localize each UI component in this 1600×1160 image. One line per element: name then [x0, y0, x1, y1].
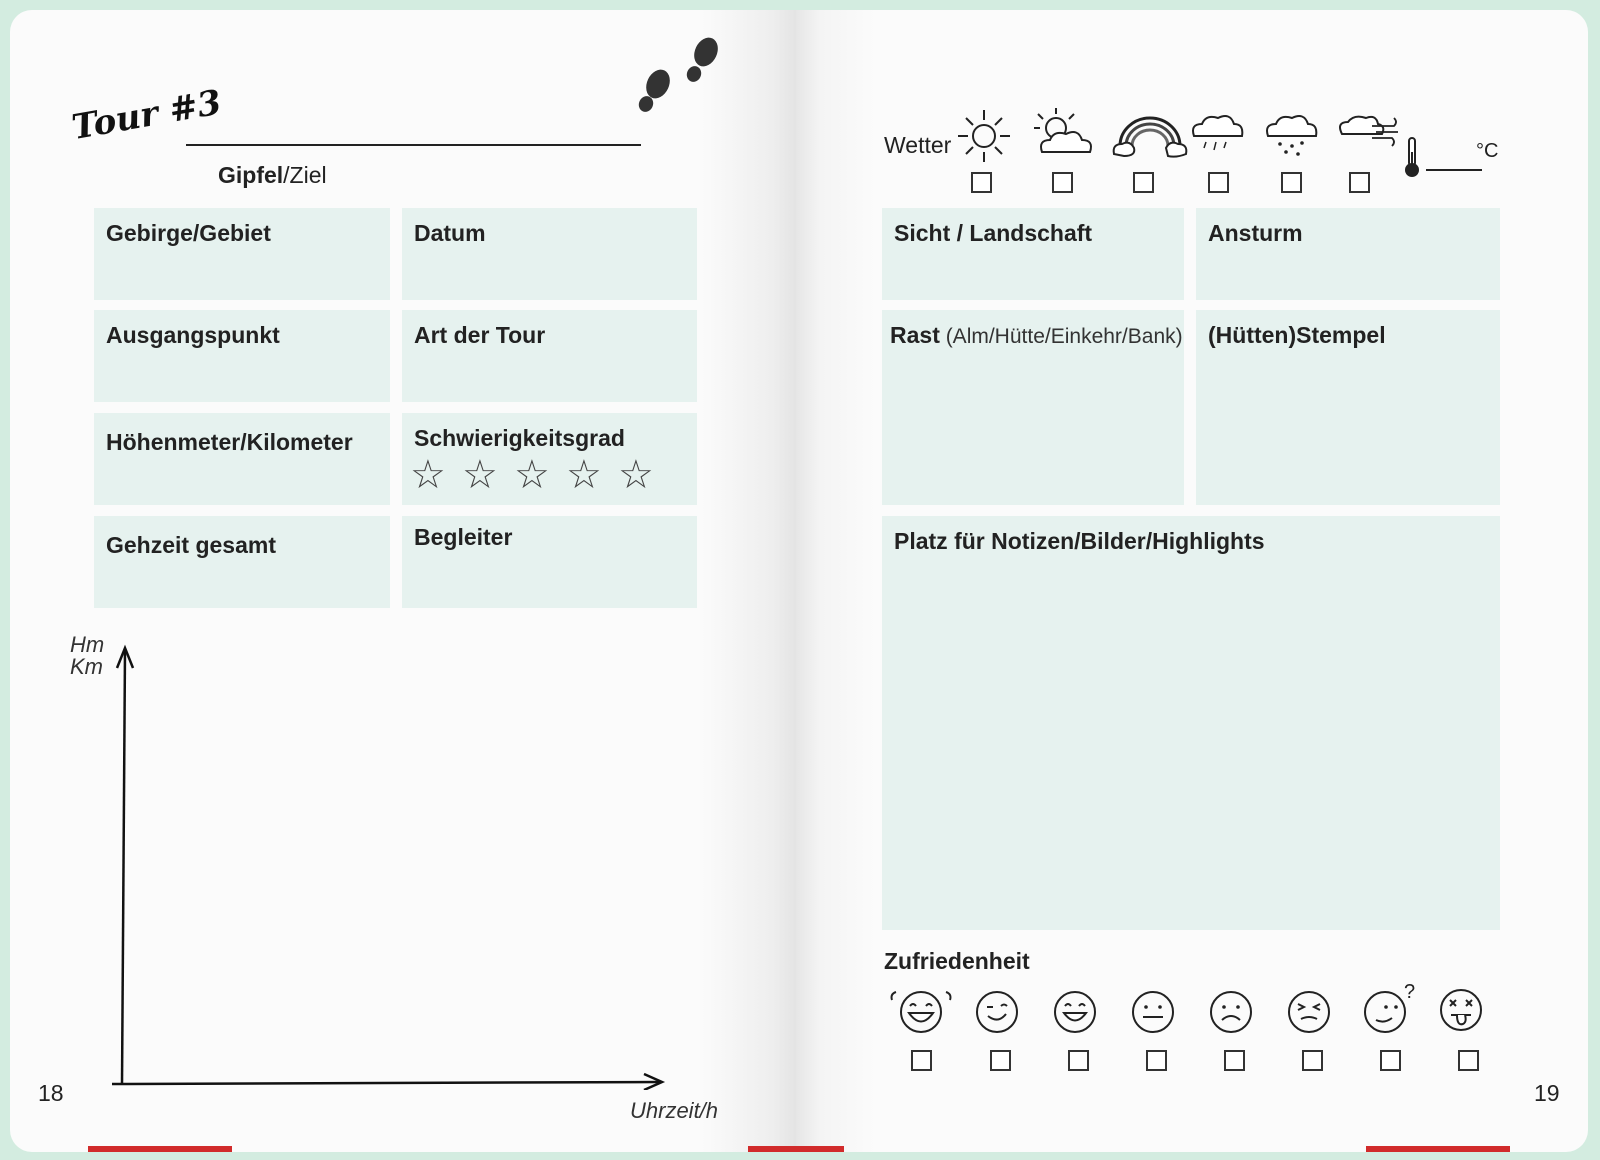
mood-checkbox-5[interactable] [1224, 1050, 1245, 1071]
svg-text:?: ? [1404, 981, 1416, 1003]
sun-icon [954, 106, 1014, 166]
field-gehzeit-label: Gehzeit gesamt [106, 532, 276, 558]
mood-checkbox-3[interactable] [1068, 1050, 1089, 1071]
field-hoehenmeter[interactable] [94, 413, 390, 505]
squinting-face-icon [1284, 986, 1334, 1036]
mood-checkbox-8[interactable] [1458, 1050, 1479, 1071]
difficulty-star-5[interactable]: ☆ [618, 453, 654, 497]
field-gebirge-label: Gebirge/Gebiet [106, 220, 271, 246]
chart-y-label-km: Km [70, 654, 103, 679]
field-datum[interactable] [402, 208, 697, 300]
gipfel-label-rest: /Ziel [283, 162, 327, 188]
center-red-bar-right [796, 1146, 844, 1152]
field-begleiter-label: Begleiter [414, 524, 513, 550]
field-gebirge[interactable] [94, 208, 390, 300]
left-red-bar [88, 1146, 232, 1152]
mood-checkbox-4[interactable] [1146, 1050, 1167, 1071]
field-ansturm-label: Ansturm [1208, 220, 1303, 246]
right-page [796, 10, 1588, 1152]
field-datum-label: Datum [414, 220, 486, 246]
tour-title: Tour #3 [69, 82, 225, 148]
field-rast[interactable] [882, 310, 1184, 505]
difficulty-star-1[interactable]: ☆ [410, 453, 446, 497]
weather-checkbox-rain[interactable] [1208, 172, 1229, 193]
page-number-left: 18 [38, 1080, 64, 1106]
page-number-right: 19 [1534, 1080, 1560, 1106]
field-ansturm[interactable] [1196, 208, 1500, 300]
mood-checkbox-7[interactable] [1380, 1050, 1401, 1071]
rainbow-icon [1110, 106, 1190, 166]
dizzy-tongue-face-icon [1436, 986, 1486, 1036]
weather-checkbox-rainbow[interactable] [1133, 172, 1154, 193]
temperature-unit: °C [1476, 140, 1499, 162]
field-stempel[interactable] [1196, 310, 1500, 505]
left-page [10, 10, 796, 1152]
thermometer-icon [1400, 136, 1424, 180]
temperature-line[interactable] [1426, 169, 1482, 171]
field-notizen[interactable] [882, 516, 1500, 930]
grinning-face-icon [1050, 986, 1100, 1036]
mood-checkbox-1[interactable] [911, 1050, 932, 1071]
weather-checkbox-snow[interactable] [1281, 172, 1302, 193]
confused-face-icon [1360, 980, 1420, 1036]
difficulty-star-4[interactable]: ☆ [566, 453, 602, 497]
chart-y-label-hm: Hm [70, 632, 105, 657]
center-red-bar-left [748, 1146, 796, 1152]
field-rast-label [890, 322, 1183, 349]
field-rast-label-thin: (Alm/Hütte/Einkehr/Bank) [939, 325, 1183, 348]
field-sicht-label: Sicht / Landschaft [894, 220, 1093, 246]
wind-icon [1332, 106, 1402, 166]
winking-face-icon [972, 986, 1022, 1036]
gipfel-label [218, 162, 327, 189]
sad-face-icon [1206, 986, 1256, 1036]
field-art-der-tour[interactable] [402, 310, 697, 402]
zufriedenheit-label: Zufriedenheit [884, 948, 1030, 974]
weather-checkbox-sun-cloud[interactable] [1052, 172, 1073, 193]
field-hoehenmeter-label: Höhenmeter/Kilometer [106, 429, 353, 455]
field-ausgangspunkt[interactable] [94, 310, 390, 402]
laughing-face-icon [888, 986, 954, 1036]
rain-cloud-icon [1186, 106, 1246, 166]
field-begleiter[interactable] [402, 516, 697, 608]
gipfel-line[interactable] [186, 144, 641, 146]
difficulty-star-2[interactable]: ☆ [462, 453, 498, 497]
field-gehzeit[interactable] [94, 516, 390, 608]
mood-checkbox-2[interactable] [990, 1050, 1011, 1071]
field-schwierigkeit-label: Schwierigkeitsgrad [414, 425, 625, 451]
gipfel-label-bold: Gipfel [218, 162, 284, 188]
field-stempel-label: (Hütten)Stempel [1208, 322, 1386, 348]
neutral-face-icon [1128, 986, 1178, 1036]
sun-cloud-icon [1028, 106, 1098, 166]
field-notizen-label: Platz für Notizen/Bilder/Highlights [894, 528, 1265, 554]
field-schwierigkeit[interactable] [402, 413, 697, 505]
snow-cloud-icon [1260, 106, 1320, 166]
difficulty-star-3[interactable]: ☆ [514, 453, 550, 497]
wetter-label: Wetter [884, 132, 952, 158]
field-art-label: Art der Tour [414, 322, 546, 348]
weather-checkbox-wind[interactable] [1349, 172, 1370, 193]
chart-x-label: Uhrzeit/h [630, 1098, 719, 1123]
field-rast-label-bold: Rast [890, 322, 940, 348]
field-sicht[interactable] [882, 208, 1184, 300]
elevation-profile-axes[interactable] [100, 640, 680, 1090]
footprints-icon [630, 34, 730, 114]
field-ausgangspunkt-label: Ausgangspunkt [106, 322, 280, 348]
weather-checkbox-sun[interactable] [971, 172, 992, 193]
mood-checkbox-6[interactable] [1302, 1050, 1323, 1071]
right-red-bar [1366, 1146, 1510, 1152]
